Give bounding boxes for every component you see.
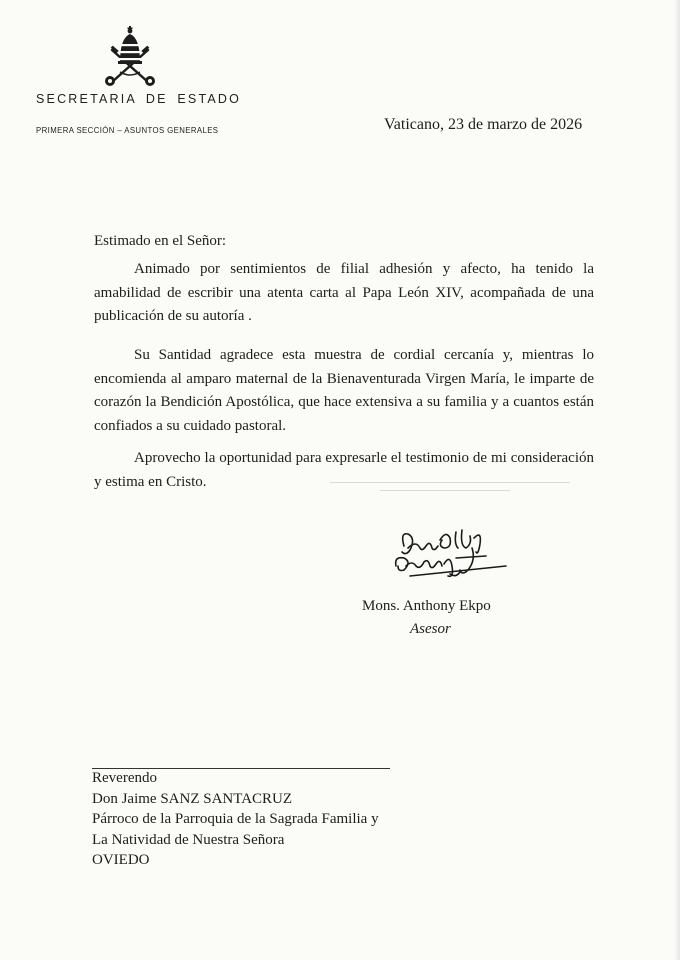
scan-artifact — [380, 490, 510, 491]
body-paragraph-1: Animado por sentimientos de filial adhesión y afecto, ha tenido la amabilidad de escribir una atenta carta al Papa León XIV, acompañada de una publicación de su autoría . — [94, 261, 594, 324]
salutation: Estimado en el Señor: — [94, 233, 227, 249]
date-line: Vaticano, 23 de marzo de 2026 — [384, 116, 583, 133]
body-paragraph-3: Aprovecho la oportunidad para expresarle el testimonio de mi consideración y estima en Cristo. — [94, 450, 594, 490]
office-section: PRIMERA SECCIÓN – ASUNTOS GENERALES — [36, 126, 219, 135]
recipient-line: OVIEDO — [92, 852, 150, 868]
office-title: SECRETARIA DE ESTADO — [36, 92, 242, 106]
holy-see-crest-icon — [98, 24, 162, 88]
signer-name: Mons. Anthony Ekpo — [362, 598, 491, 614]
body-paragraph-2: Su Santidad agradece esta muestra de cordial cercanía y, mientras lo encomienda al amparo maternal de la Bienaventurada Virgen María, le imparte de corazón la Bendición Apostólica, que hace extensiva a su familia y a cuantos están confiados a su cuidado pastoral. — [94, 347, 594, 434]
recipient-line: Párroco de la Parroquia de la Sagrada Familia y — [92, 811, 379, 827]
recipient-block — [92, 768, 379, 871]
scan-artifact — [330, 482, 570, 483]
page-edge-shadow — [674, 0, 680, 960]
signer-role: Asesor — [410, 621, 451, 637]
recipient-line: Don Jaime SANZ SANTACRUZ — [92, 790, 293, 807]
recipient-line: La Natividad de Nuestra Señora — [92, 831, 285, 848]
recipient-line: Reverendo — [92, 770, 157, 786]
signature-icon — [390, 526, 510, 592]
